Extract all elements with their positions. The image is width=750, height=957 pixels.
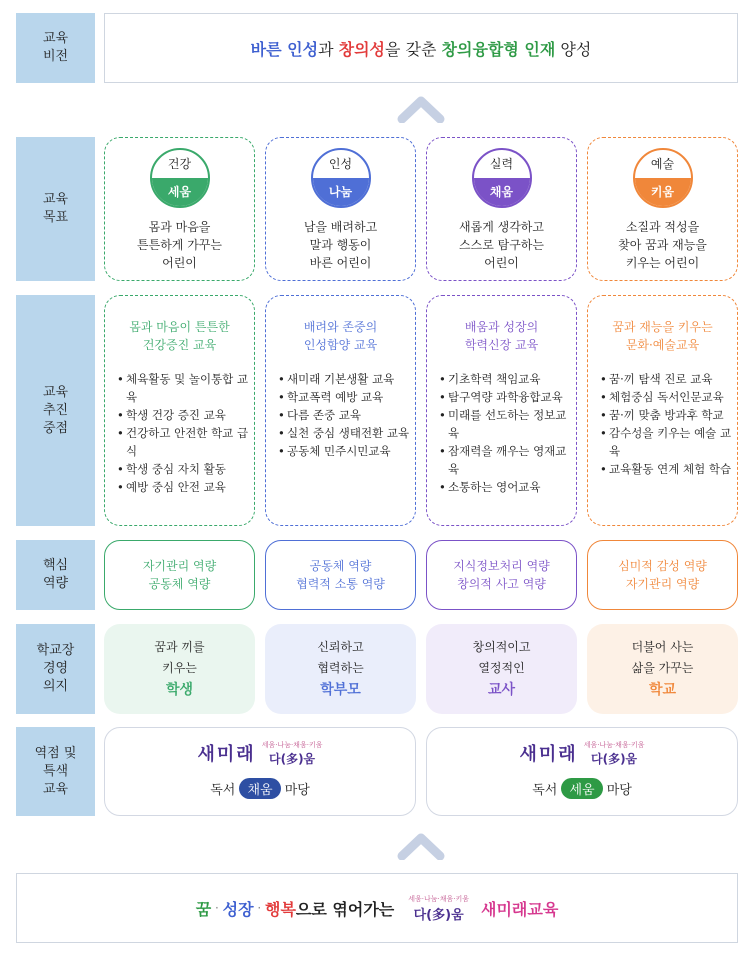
goal-badge-top: 실력 — [489, 157, 514, 171]
will-subject: 학생 — [165, 682, 194, 698]
will-subject: 학교 — [648, 682, 677, 698]
focus-title: 꿈과 재능을 키우는 문화·예술교육 — [612, 320, 713, 352]
goal-badge — [472, 148, 532, 208]
goal-card — [104, 137, 255, 281]
vision-statement — [104, 13, 738, 83]
focus-list-item: • 다름 존중 교육 — [278, 406, 411, 424]
focus-list-item: • 예방 중심 안전 교육 — [117, 478, 250, 496]
goal-badge-bottom: 나눔 — [313, 178, 369, 208]
focus-list — [600, 370, 733, 478]
goal-badge — [150, 148, 210, 208]
goal-description: 소질과 적성을 찾아 꿈과 재능을 키우는 어린이 — [618, 220, 707, 270]
focus-list — [439, 370, 572, 496]
goal-card — [426, 137, 577, 281]
vision-part-inseong: 바른 인성 — [250, 39, 319, 59]
competency-card — [587, 540, 738, 610]
slogan-dream: 꿈 — [195, 899, 212, 919]
logo-saemirae: 새미래 — [519, 744, 578, 765]
vision-part-creativity: 창의성 — [338, 39, 385, 59]
focus-card — [265, 295, 416, 526]
competency-line-2: 협력적 소통 역량 — [296, 577, 385, 591]
row-label-vision: 교육 비전 — [16, 13, 95, 83]
goal-badge-top: 건강 — [167, 157, 192, 171]
focus-list-item: • 체험중심 독서인문교육 — [600, 388, 733, 406]
competency-line-2: 자기관리 역량 — [625, 577, 700, 591]
vision-part-talent: 창의융합형 인재 — [441, 39, 556, 59]
special-card-seum — [426, 727, 738, 816]
competency-line-1: 심미적 감성 역량 — [618, 559, 707, 573]
pill-seum: 세움 — [561, 778, 602, 799]
slogan-end: 새미래교육 — [481, 899, 559, 919]
will-description: 신뢰하고 협력하는 — [317, 640, 364, 675]
row-label-special: 역점 및 특색 교육 — [16, 727, 95, 816]
slogan-mid: 으로 엮어가는 — [295, 899, 395, 919]
saemirae-logo — [427, 738, 737, 768]
goal-badge — [633, 148, 693, 208]
focus-list-item: • 미래를 선도하는 정보교육 — [439, 406, 572, 442]
focus-list-item: • 새미래 기본생활 교육 — [278, 370, 411, 388]
focus-list — [117, 370, 250, 496]
logo-daum: 다(多)움 — [269, 751, 316, 766]
competency-line-2: 창의적 사고 역량 — [457, 577, 546, 591]
logo-daum: 다(多)움 — [591, 751, 638, 766]
focus-title: 배려와 존중의 인성함양 교육 — [303, 320, 378, 352]
row-label-goals: 교육 목표 — [16, 137, 95, 281]
goal-description: 남을 배려하고 말과 행동이 바른 어린이 — [303, 220, 378, 270]
goal-badge-bottom: 채움 — [474, 178, 530, 208]
row-label-will: 학교장 경영 의지 — [16, 624, 95, 714]
competency-text — [266, 557, 415, 593]
row-label-competency: 핵심 역량 — [16, 540, 95, 610]
vision-part-link1: 과 — [318, 39, 339, 59]
competency-card — [265, 540, 416, 610]
focus-list-item: • 체육활동 및 놀이통합 교육 — [117, 370, 250, 406]
focus-list-item: • 탐구역량 과학융합교육 — [439, 388, 572, 406]
goal-card — [587, 137, 738, 281]
special-madang — [105, 778, 415, 799]
competency-line-1: 공동체 역량 — [309, 559, 372, 573]
will-card — [426, 624, 577, 714]
will-description: 꿈과 끼를 키우는 — [154, 640, 205, 675]
vision-part-link2: 을 갖춘 — [385, 39, 442, 59]
competency-card — [104, 540, 255, 610]
focus-list — [278, 370, 411, 460]
focus-list-item: • 교육활동 연계 체험 학습 — [600, 460, 733, 478]
focus-list-item: • 건강하고 안전한 학교 급식 — [117, 424, 250, 460]
focus-title: 몸과 마음이 튼튼한 건강증진 교육 — [129, 320, 230, 352]
slogan-dot1: · — [211, 901, 223, 915]
madang-after: 마당 — [280, 783, 310, 798]
focus-list-item: • 실천 중심 생태전환 교육 — [278, 424, 411, 442]
slogan-logo-small: 세움·나눔·채움·키움 — [408, 894, 470, 903]
focus-list-item: • 학교폭력 예방 교육 — [278, 388, 411, 406]
focus-card — [587, 295, 738, 526]
madang-after: 마당 — [602, 783, 632, 798]
competency-line-1: 자기관리 역량 — [142, 559, 217, 573]
goal-description: 새롭게 생각하고 스스로 탐구하는 어린이 — [459, 220, 544, 270]
goal-card — [265, 137, 416, 281]
competency-text — [588, 557, 737, 593]
competency-line-1: 지식정보처리 역량 — [453, 559, 550, 573]
goal-badge — [311, 148, 371, 208]
focus-list-item: • 감수성을 키우는 예술 교육 — [600, 424, 733, 460]
slogan-growth: 성장 — [222, 899, 254, 919]
row-label-focus: 교육 추진 중점 — [16, 295, 95, 526]
pill-chaeum: 채움 — [239, 778, 280, 799]
focus-card — [104, 295, 255, 526]
focus-list-item: • 공동체 민주시민교육 — [278, 442, 411, 460]
focus-list-item: • 잠재력을 깨우는 영재교육 — [439, 442, 572, 478]
slogan-dot2: · — [253, 901, 265, 915]
will-card — [104, 624, 255, 714]
competency-text — [427, 557, 576, 593]
chevron-up-icon — [396, 830, 446, 860]
madang-before: 독서 — [532, 783, 562, 798]
will-subject: 학부모 — [320, 682, 361, 698]
slogan-logo-daum: 다(多)움 — [413, 907, 464, 923]
goal-badge-bottom: 세움 — [152, 178, 208, 208]
focus-list-item: • 꿈·끼 탐색 진로 교육 — [600, 370, 733, 388]
will-subject: 교사 — [487, 682, 516, 698]
vision-part-end: 양성 — [555, 39, 592, 59]
bottom-slogan — [16, 873, 738, 943]
competency-line-2: 공동체 역량 — [148, 577, 211, 591]
focus-title: 배움과 성장의 학력신장 교육 — [464, 320, 539, 352]
will-description: 창의적이고 열정적인 — [472, 640, 531, 675]
focus-list-item: • 학생 중심 자치 활동 — [117, 460, 250, 478]
focus-card — [426, 295, 577, 526]
focus-list-item: • 꿈·끼 맞춤 방과후 학교 — [600, 406, 733, 424]
will-description: 더불어 사는 삶을 가꾸는 — [631, 640, 694, 675]
logo-small: 세움·나눔·채움·키움 — [583, 740, 645, 749]
slogan-happiness: 행복 — [265, 899, 296, 919]
focus-list-item: • 학생 건강 증진 교육 — [117, 406, 250, 424]
focus-list-item: • 소통하는 영어교육 — [439, 478, 572, 496]
chevron-up-icon — [396, 93, 446, 123]
madang-before: 독서 — [210, 783, 240, 798]
logo-small: 세움·나눔·채움·키움 — [261, 740, 323, 749]
competency-card — [426, 540, 577, 610]
competency-text — [105, 557, 254, 593]
goal-description: 몸과 마음을 튼튼하게 가꾸는 어린이 — [137, 220, 222, 270]
will-card — [587, 624, 738, 714]
goal-badge-bottom: 키움 — [635, 178, 691, 208]
special-card-chaeum — [104, 727, 416, 816]
goal-badge-top: 예술 — [650, 157, 675, 171]
saemirae-logo — [105, 738, 415, 768]
will-card — [265, 624, 416, 714]
goal-badge-top: 인성 — [328, 157, 353, 171]
special-madang — [427, 778, 737, 799]
focus-list-item: • 기초학력 책임교육 — [439, 370, 572, 388]
logo-saemirae: 새미래 — [197, 744, 256, 765]
